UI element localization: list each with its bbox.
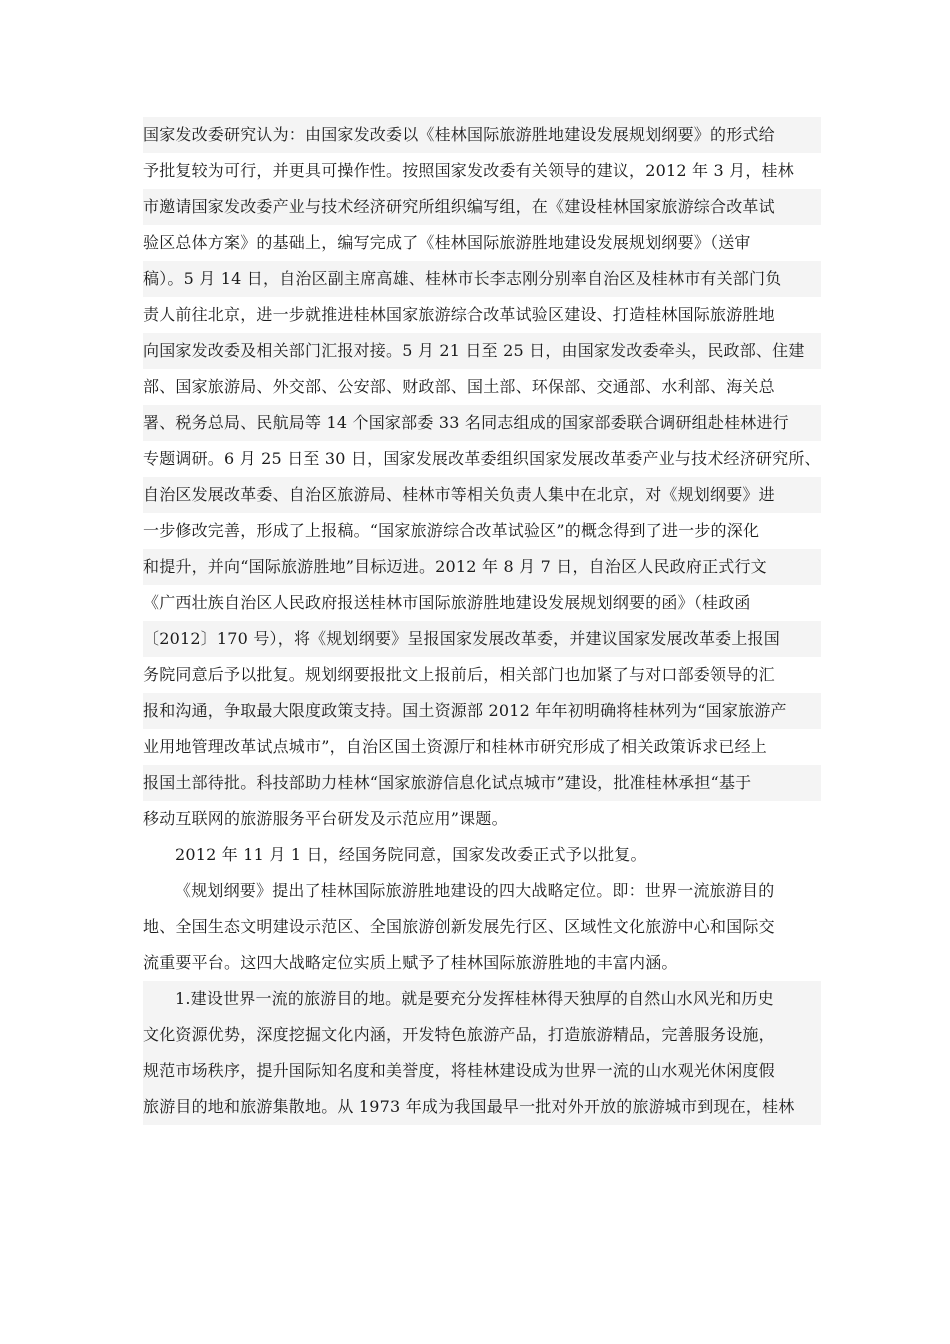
text-line-9: 署、税务总局、民航局等 14 个国家部委 33 名同志组成的国家部委联合调研组赴桂林进行 — [143, 405, 821, 441]
text-line-17: 报和沟通，争取最大限度政策支持。国土资源部 2012 年年初明确将桂林列为“国家旅游产 — [143, 693, 821, 729]
text-line-23: 地、全国生态文明建设示范区、全国旅游创新发展先行区、区域性文化旅游中心和国际交 — [143, 917, 775, 936]
text-line-25: 1.建设世界一流的旅游目的地。就是要充分发挥桂林得天独厚的自然山水风光和历史 — [143, 981, 821, 1017]
text-line-24: 流重要平台。这四大战略定位实质上赋予了桂林国际旅游胜地的丰富内涵。 — [143, 953, 678, 972]
text-line-26: 文化资源优势，深度挖掘文化内涵，开发特色旅游产品，打造旅游精品，完善服务设施， — [143, 1017, 821, 1053]
text-line-4: 验区总体方案》的基础上，编写完成了《桂林国际旅游胜地建设发展规划纲要》（送审 — [143, 233, 751, 252]
text-line-21: 2012 年 11 月 1 日，经国务院同意，国家发改委正式予以批复。 — [175, 845, 647, 864]
text-line-14: 《广西壮族自治区人民政府报送桂林市国际旅游胜地建设发展规划纲要的函》（桂政函 — [143, 593, 751, 612]
text-line-15: 〔2012〕170 号），将《规划纲要》呈报国家发展改革委，并建议国家发展改革委上报国 — [143, 621, 821, 657]
text-line-6: 责人前往北京，进一步就推进桂林国家旅游综合改革试验区建设、打造桂林国际旅游胜地 — [143, 305, 775, 324]
text-line-22: 《规划纲要》提出了桂林国际旅游胜地建设的四大战略定位。即：世界一流旅游目的 — [175, 881, 775, 900]
text-line-7: 向国家发改委及相关部门汇报对接。5 月 21 日至 25 日，由国家发改委牵头，民政部、住建 — [143, 333, 821, 369]
text-line-3: 市邀请国家发改委产业与技术经济研究所组织编写组，在《建设桂林国家旅游综合改革试 — [143, 189, 821, 225]
text-line-28: 旅游目的地和旅游集散地。从 1973 年成为我国最早一批对外开放的旅游城市到现在，桂林 — [143, 1089, 821, 1125]
text-line-20: 移动互联网的旅游服务平台研发及示范应用”课题。 — [143, 809, 508, 828]
text-line-8: 部、国家旅游局、外交部、公安部、财政部、国土部、环保部、交通部、水利部、海关总 — [143, 377, 775, 396]
text-line-13: 和提升，并向“国际旅游胜地”目标迈进。2012 年 8 月 7 日，自治区人民政府正式行文 — [143, 549, 821, 585]
text-line-19: 报国土部待批。科技部助力桂林“国家旅游信息化试点城市”建设，批准桂林承担“基于 — [143, 765, 821, 801]
text-line-16: 务院同意后予以批复。规划纲要报批文上报前后，相关部门也加紧了与对口部委领导的汇 — [143, 665, 775, 684]
text-line-12: 一步修改完善，形成了上报稿。“国家旅游综合改革试验区”的概念得到了进一步的深化 — [143, 521, 760, 540]
text-line-18: 业用地管理改革试点城市”，自治区国土资源厅和桂林市研究形成了相关政策诉求已经上 — [143, 737, 767, 756]
text-line-1: 国家发改委研究认为：由国家发改委以《桂林国际旅游胜地建设发展规划纲要》的形式给 — [143, 117, 821, 153]
text-line-2: 予批复较为可行，并更具可操作性。按照国家发改委有关领导的建议，2012 年 3 月，桂林 — [143, 161, 794, 180]
text-line-5: 稿）。5 月 14 日，自治区副主席高雄、桂林市长李志刚分别率自治区及桂林市有关部门负 — [143, 261, 821, 297]
text-line-10: 专题调研。6 月 25 日至 30 日，国家发展改革委组织国家发展改革委产业与技术经济研究所、 — [143, 449, 821, 468]
text-line-11: 自治区发展改革委、自治区旅游局、桂林市等相关负责人集中在北京，对《规划纲要》进 — [143, 477, 821, 513]
text-line-27: 规范市场秩序，提升国际知名度和美誉度，将桂林建设成为世界一流的山水观光休闲度假 — [143, 1053, 821, 1089]
